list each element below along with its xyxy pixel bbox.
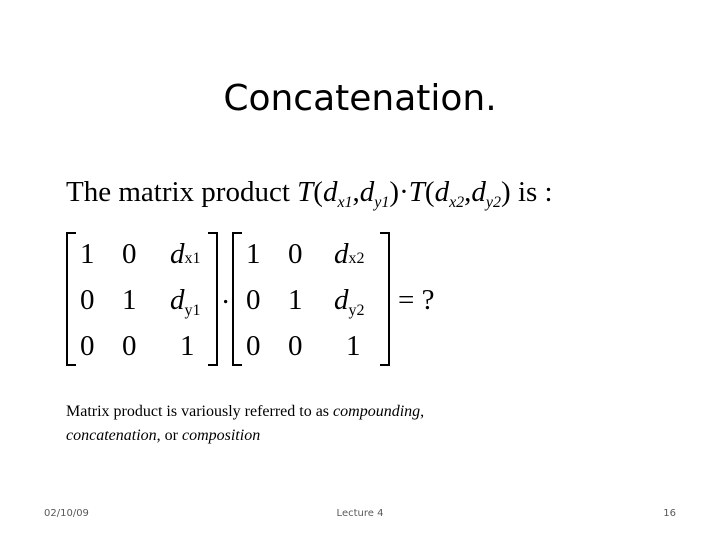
bracket-left-open — [66, 232, 76, 366]
close-paren-2: ) — [501, 176, 511, 208]
open-paren-1: ( — [313, 176, 323, 208]
matrix-product-statement — [66, 176, 553, 209]
footer-page-number: 16 — [663, 508, 676, 519]
d-symbol-2: d — [359, 176, 375, 208]
footer-lecture: Lecture 4 — [336, 508, 384, 519]
sub-x2: x2 — [449, 194, 465, 211]
statement-prefix: The matrix product — [66, 176, 298, 208]
bracket-left-close — [208, 232, 218, 366]
sub-y2: y2 — [485, 194, 502, 211]
matrix-left — [66, 232, 218, 366]
close-paren-1: ) — [389, 176, 400, 208]
d-symbol-1: d — [322, 176, 338, 208]
cell-r-2-2: 1 — [346, 330, 361, 362]
caption-term-concatenation: concatenation — [66, 427, 157, 444]
bracket-right-open — [232, 232, 242, 366]
dot-operator: · — [399, 176, 409, 208]
caption-text — [66, 400, 626, 448]
cell-r-2-0: 0 — [246, 330, 261, 362]
d-symbol-3: d — [434, 176, 450, 208]
product-dot: . — [222, 278, 230, 310]
cell-r-1-2: $d_{y2}$ — [334, 284, 365, 319]
sub-y1: y1 — [374, 194, 390, 211]
statement-suffix: is : — [510, 176, 553, 208]
cell-r-1-0: 0 — [246, 284, 261, 316]
t-symbol-2: T — [408, 176, 425, 208]
bracket-right-close — [380, 232, 390, 366]
cell-l-2-0: 0 — [80, 330, 95, 362]
matrix-right — [232, 232, 390, 366]
cell-r-1-1: 1 — [288, 284, 303, 316]
comma-2: , — [464, 176, 472, 208]
cell-r-2-1: 0 — [288, 330, 303, 362]
cell-l-2-1: 0 — [122, 330, 137, 362]
caption-part1: Matrix product is variously referred to as — [66, 403, 334, 420]
footer-date: 02/10/09 — [44, 508, 89, 519]
open-paren-2: ( — [424, 176, 435, 208]
caption-part2: , — [420, 403, 425, 420]
cell-l-1-1: 1 — [122, 284, 137, 316]
cell-l-1-2: $d_{y1}$ — [170, 284, 201, 319]
cell-r-0-0: 1 — [246, 238, 261, 270]
equals-question: = ? — [398, 284, 435, 316]
cell-r-0-2: dx2 — [334, 238, 365, 270]
cell-l-0-1: 0 — [122, 238, 137, 270]
d-symbol-4: d — [471, 176, 486, 208]
t-symbol-1: T — [297, 176, 314, 208]
caption-part3: , or — [156, 427, 182, 444]
comma-1: , — [352, 176, 360, 208]
cell-r-0-1: 0 — [288, 238, 303, 270]
sub-x1: x1 — [337, 194, 353, 211]
cell-l-0-2: dx1 — [170, 238, 201, 270]
cell-l-0-0: 1 — [80, 238, 95, 270]
caption-term-compounding: compounding — [333, 403, 421, 420]
cell-l-2-2: 1 — [180, 330, 195, 362]
cell-l-1-0: 0 — [80, 284, 95, 316]
caption-term-composition: composition — [181, 427, 261, 444]
slide-title: Concatenation. — [223, 78, 497, 119]
